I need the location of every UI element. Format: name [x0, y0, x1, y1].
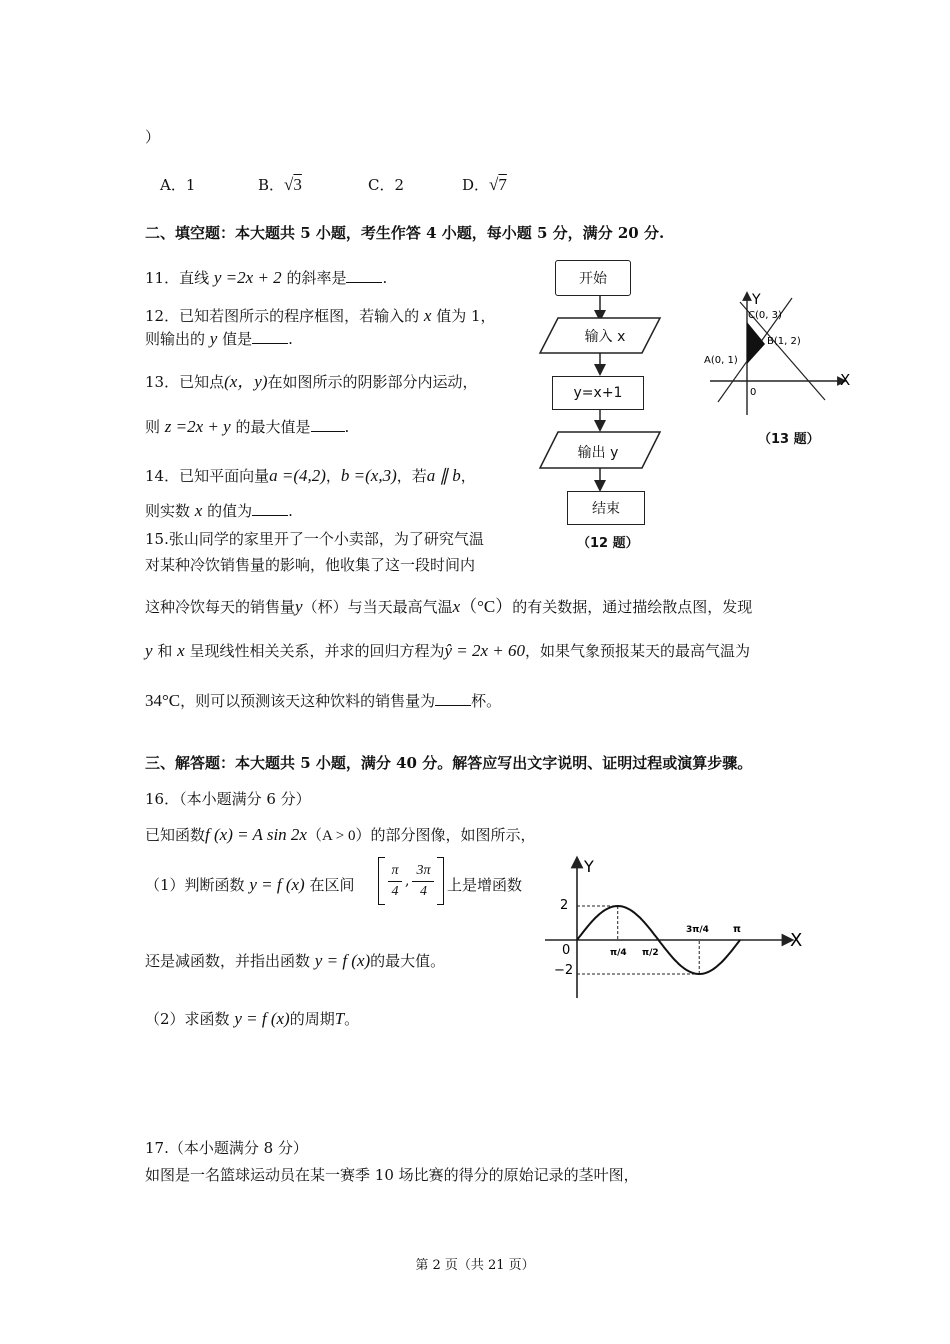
option-d: D．√7: [462, 175, 507, 194]
q15-line4: y 和 x 呈现线性相关关系，并求的回归方程为ŷ = 2x + 60，如果气象预报某天的最高气温为: [145, 641, 751, 660]
section2-title: 二、填空题：本大题共 5 小题，考生作答 4 小题，每小题 5 分，满分 20 分.: [145, 224, 665, 242]
fig16-graph: [540, 852, 820, 1002]
flowchart-end: 结束: [567, 491, 645, 525]
q15-line5: 34°C，则可以预测该天这种饮料的销售量为 杯。: [145, 691, 502, 710]
fig13-plot: [700, 290, 870, 420]
header-fragment: ）: [145, 128, 161, 146]
fig16-x-label: X: [790, 930, 803, 951]
fig13-x-label: X: [840, 371, 851, 389]
fig16-origin: 0: [562, 943, 571, 958]
fig16-tick-pi: π: [733, 924, 741, 935]
q15-line1: 15.张山同学的家里开了一个小卖部，为了研究气温: [145, 530, 484, 548]
q16-part2: （2）求函数 y = f (x)的周期T。: [145, 1009, 360, 1028]
q16-interval: π 4 , 3π 4: [378, 857, 444, 905]
q13-line2: 则 z =2x + y 的最大值是 .: [145, 417, 350, 436]
fig13-point-b: B(1, 2): [767, 336, 801, 347]
fig16-y-neg: −2: [554, 963, 574, 978]
flowchart-process: y=x+1: [552, 376, 644, 410]
q16-part1-line2: 还是减函数，并指出函数 y = f (x)的最大值。: [145, 951, 446, 970]
fig13-y-label: Y: [752, 292, 761, 308]
fig16-y-label: Y: [584, 857, 594, 876]
q16-part1-tail: 上是增函数: [447, 876, 523, 894]
q15-line3: 这种冷饮每天的销售量y（杯）与当天最高气温x（°C）的有关数据，通过描绘散点图，发现: [145, 597, 753, 616]
q12-line2: 则输出的 y 值是 .: [145, 329, 293, 348]
q17-header: 17.（本小题满分 8 分）: [145, 1139, 308, 1157]
option-c: C．2: [368, 176, 405, 194]
q16-stem: 已知函数f (x) = A sin 2x（A > 0）的部分图像，如图所示，: [145, 825, 536, 844]
fig13-origin: 0: [750, 387, 757, 398]
section3-title: 三、解答题：本大题共 5 小题，满分 40 分。解答应写出文字说明、证明过程或演算步骤。: [145, 754, 753, 772]
fig13-caption: （13 题）: [758, 432, 820, 447]
flowchart-caption: （12 题）: [577, 536, 639, 551]
q15-line2: 对某种冷饮销售量的影响，他收集了这一段时间内: [145, 556, 476, 574]
option-b: B．√3: [258, 175, 302, 194]
q14-line1: 14．已知平面向量a =(4,2)，b =(x,3)，若a ∥ b，: [145, 466, 476, 485]
flowchart-input: 输入 x: [584, 329, 626, 345]
flowchart-output: 输出 y: [577, 445, 619, 461]
fig16-tick-pi4: π/4: [610, 948, 627, 958]
q11: 11．直线 y =2x + 2 的斜率是 .: [145, 268, 388, 287]
fig13-point-c: C(0, 3): [748, 310, 782, 321]
fig13-point-a: A(0, 1): [704, 355, 738, 366]
fig16-y-pos: 2: [560, 898, 569, 913]
fig16-tick-3pi4: 3π/4: [686, 925, 709, 935]
page-footer: 第 2 页（共 21 页）: [415, 1258, 535, 1273]
q14-line2: 则实数 x 的值为 .: [145, 501, 293, 520]
q13-line1: 13．已知点(x，y)在如图所示的阴影部分内运动，: [145, 372, 478, 391]
fig16-tick-pi2: π/2: [642, 948, 659, 958]
flowchart-start: 开始: [555, 260, 631, 296]
q17-stem: 如图是一名篮球运动员在某一赛季 10 场比赛的得分的原始记录的茎叶图，: [145, 1166, 639, 1184]
option-a: A．1: [160, 176, 196, 194]
q16-header: 16．（本小题满分 6 分）: [145, 790, 311, 808]
q16-part1-line1: （1）判断函数 y = f (x) 在区间: [145, 875, 355, 894]
q12-line1: 12．已知若图所示的程序框图，若输入的 x 值为 1，: [145, 306, 496, 325]
